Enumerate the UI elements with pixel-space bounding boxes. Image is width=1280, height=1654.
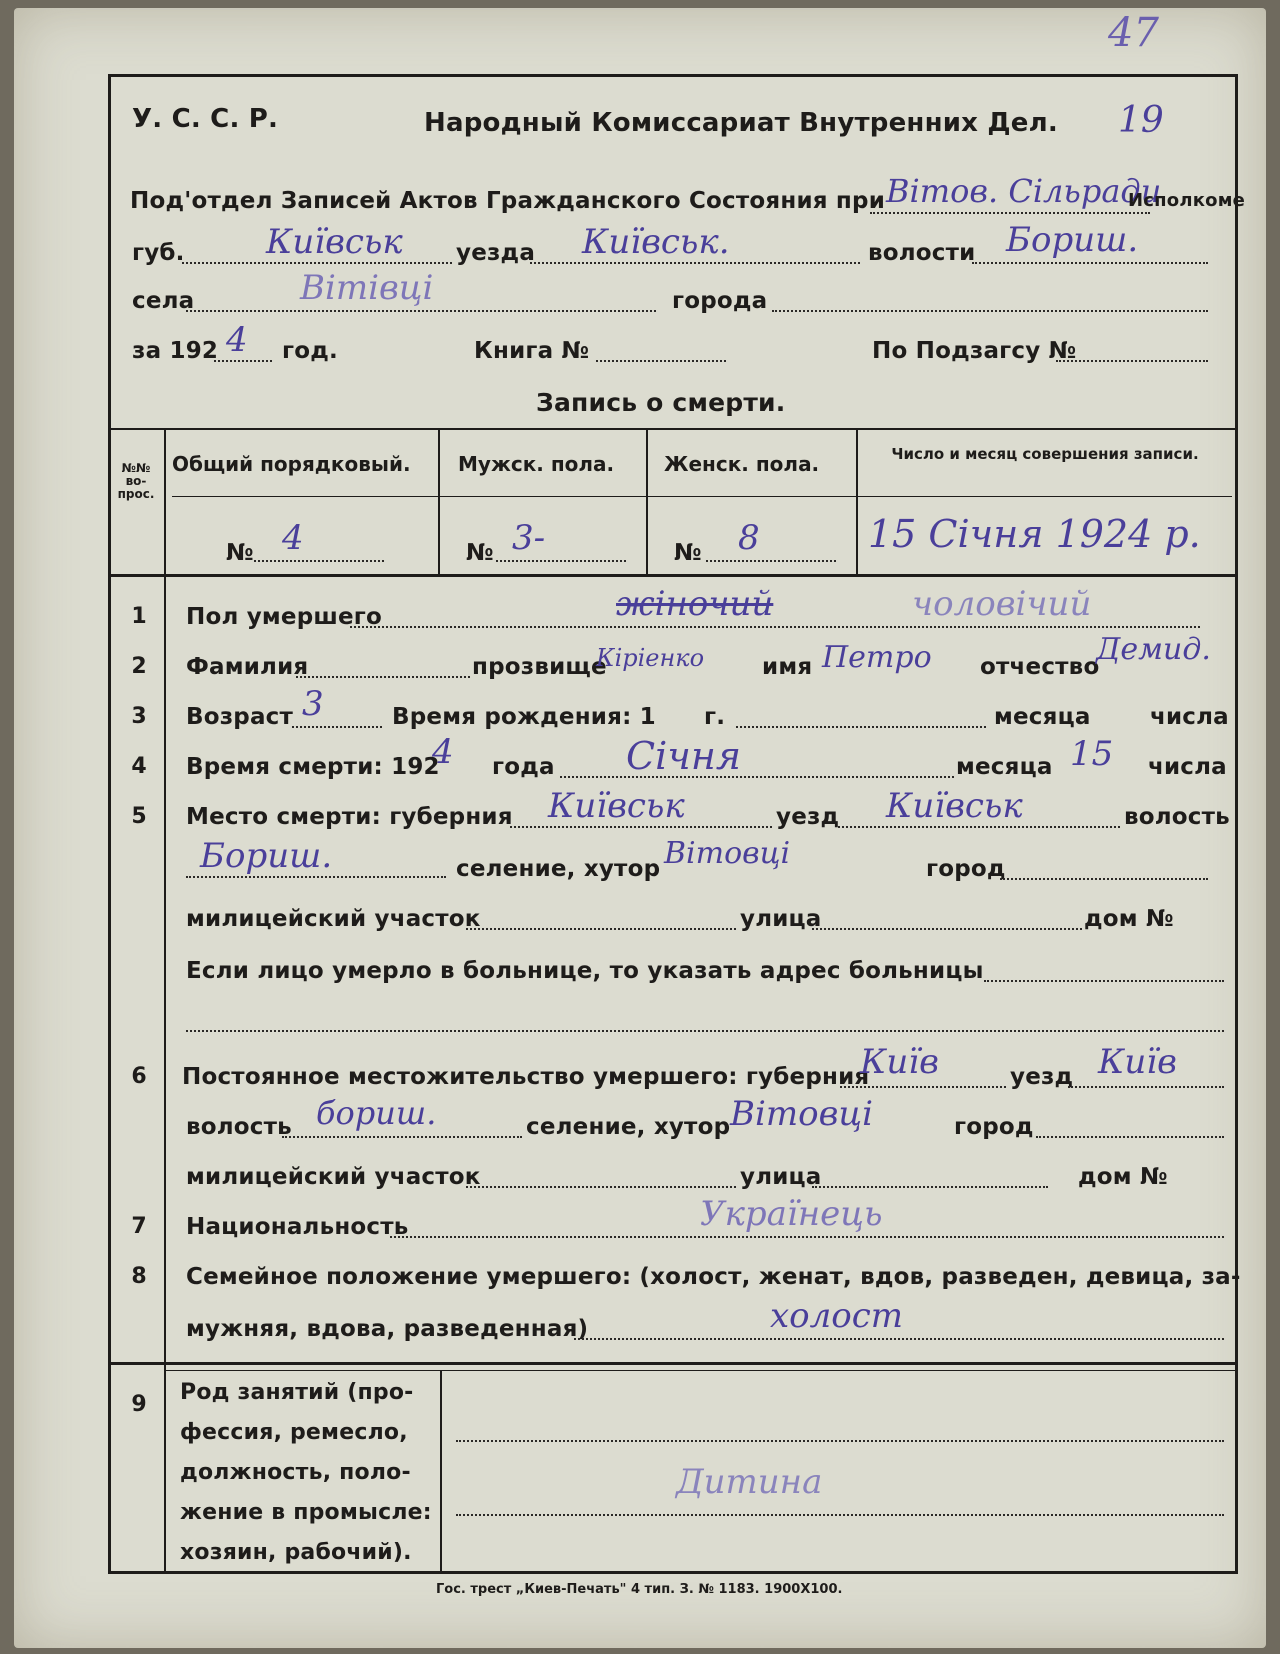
death-place-volost-label: волость xyxy=(1124,804,1230,830)
death-place-label: Место смерти: губерния xyxy=(186,804,513,830)
male-no-sign: № xyxy=(466,540,494,566)
birth-year-suffix: г. xyxy=(704,704,726,730)
volost-label: волости xyxy=(868,240,976,266)
death-year-suffix: года xyxy=(492,754,555,780)
col-question-number: №№ во- прос. xyxy=(117,461,155,501)
gub-label: губ. xyxy=(132,240,185,266)
death-place-volost-handwritten: Бориш. xyxy=(200,836,333,876)
death-time-label: Время смерти: 192 xyxy=(186,754,440,780)
gorod-label: города xyxy=(672,288,768,314)
occupation-label-4: жение в промысле: xyxy=(180,1500,432,1525)
year-label: за 192 xyxy=(132,338,219,364)
house-label: дом № xyxy=(1084,906,1174,932)
death-day-label: числа xyxy=(1148,754,1227,780)
col-record-date: Число и месяц совершения записи. xyxy=(891,445,1199,463)
family-status-label-2: мужняя, вдова, разведенная) xyxy=(186,1316,589,1342)
podzags-label: По Подзагсу № xyxy=(872,338,1077,364)
record-date-handwritten: 15 Січня 1924 р. xyxy=(868,512,1201,556)
family-status-handwritten: холост xyxy=(770,1296,904,1336)
death-place-selo-label: селение, хутор xyxy=(456,856,661,882)
birth-label: Время рождения: 1 xyxy=(392,704,656,730)
residence-street-label: улица xyxy=(740,1164,822,1190)
row-number-2: 2 xyxy=(131,654,147,679)
residence-gorod-label: город xyxy=(954,1114,1034,1140)
hospital-label: Если лицо умерло в больнице, то указать адрес больницы xyxy=(186,958,984,984)
subdept-label: Под'отдел Записей Актов Гражданского Состояния при xyxy=(130,188,886,214)
occupation-label-5: хозяин, рабочий). xyxy=(180,1540,412,1565)
residence-volost-handwritten: бориш. xyxy=(316,1094,437,1132)
row-number-9: 9 xyxy=(131,1392,147,1417)
death-month-handwritten: Січня xyxy=(626,734,742,778)
patronymic-handwritten: Демид. xyxy=(1096,632,1211,667)
subdept-tail: Исполкоме xyxy=(1128,190,1246,211)
year-handwritten: 4 xyxy=(226,320,248,360)
year-tail: год. xyxy=(282,338,338,364)
residence-house-label: дом № xyxy=(1078,1164,1168,1190)
row-number-1: 1 xyxy=(131,604,147,629)
row-number-8: 8 xyxy=(131,1264,147,1289)
sex-handwritten: чоловічий xyxy=(912,584,1092,624)
female-count-handwritten: 8 xyxy=(738,518,760,558)
selo-label: села xyxy=(132,288,195,314)
death-place-gub-handwritten: Київськ xyxy=(548,786,685,826)
residence-gub-handwritten: Київ xyxy=(860,1042,939,1082)
occupation-label-2: фессия, ремесло, xyxy=(180,1420,408,1445)
archive-page-number: 47 xyxy=(1108,10,1159,56)
occupation-label-3: должность, поло- xyxy=(180,1460,411,1485)
residence-militia-label: милицейский участок xyxy=(186,1164,481,1190)
death-month-label: месяца xyxy=(956,754,1053,780)
female-no-sign: № xyxy=(674,540,702,566)
residence-volost-label: волость xyxy=(186,1114,292,1140)
row-number-6: 6 xyxy=(131,1064,147,1089)
birth-month-label: месяца xyxy=(994,704,1091,730)
commissariat-title: Народный Комиссариат Внутренних Дел. xyxy=(424,108,1058,138)
sex-label: Пол умершего xyxy=(186,604,383,630)
surname-handwritten: Кіріенко xyxy=(596,644,705,672)
residence-label: Постоянное местожительство умершего: губерния xyxy=(182,1064,870,1090)
birth-day-label: числа xyxy=(1150,704,1229,730)
col-male: Мужск. пола. xyxy=(458,452,615,476)
family-status-label-1: Семейное положение умершего: (холост, женат, вдов, разведен, девица, за- xyxy=(186,1264,1241,1290)
col-female: Женск. пола. xyxy=(664,452,820,476)
nickname-label: прозвище xyxy=(472,654,607,680)
patronymic-label: отчество xyxy=(980,654,1100,680)
col-general-number: Общий порядковый. xyxy=(172,452,411,476)
occupation-handwritten: Дитина xyxy=(676,1462,823,1502)
uezd-label: уезда xyxy=(456,240,536,266)
form-title: Запись о смерти. xyxy=(536,388,786,417)
printer-imprint: Гос. трест „Киев-Печать" 4 тип. З. № 1183. 1900Х100. xyxy=(436,1582,843,1597)
row-number-5: 5 xyxy=(131,804,147,829)
general-number-handwritten: 4 xyxy=(282,518,304,558)
death-place-gorod-label: город xyxy=(926,856,1006,882)
male-count-handwritten: 3- xyxy=(512,518,546,558)
selo-handwritten: Вітівці xyxy=(300,268,434,308)
surname-label: Фамилия xyxy=(186,654,309,680)
residence-selo-handwritten: Вітовці xyxy=(730,1094,873,1134)
nationality-label: Национальность xyxy=(186,1214,409,1240)
book-label: Книга № xyxy=(474,338,590,364)
name-handwritten: Петро xyxy=(822,640,932,675)
death-place-uezd-handwritten: Київськ xyxy=(886,786,1023,826)
row-number-3: 3 xyxy=(131,704,147,729)
residence-uezd-label: уезд xyxy=(1010,1064,1074,1090)
subdept-handwritten: Вітов. Сільради xyxy=(886,172,1162,210)
name-label: имя xyxy=(762,654,813,680)
street-label: улица xyxy=(740,906,822,932)
row-number-7: 7 xyxy=(131,1214,147,1239)
nationality-handwritten: Українець xyxy=(700,1194,883,1234)
militia-label: милицейский участок xyxy=(186,906,481,932)
age-label: Возраст xyxy=(186,704,294,730)
ussr-label: У. С. С. Р. xyxy=(132,104,279,134)
death-place-uezd-label: уезд xyxy=(776,804,840,830)
volost-handwritten: Бориш. xyxy=(1006,220,1139,260)
gub-handwritten: Київськ xyxy=(266,222,403,262)
uezd-handwritten: Київськ. xyxy=(582,222,730,262)
death-place-selo-handwritten: Вітовці xyxy=(664,836,791,871)
residence-selo-label: селение, хутор xyxy=(526,1114,731,1140)
death-day-handwritten: 15 xyxy=(1070,734,1114,774)
age-handwritten: 3 xyxy=(302,684,324,724)
death-year-handwritten: 4 xyxy=(432,732,454,772)
row-number-4: 4 xyxy=(131,754,147,779)
general-no-sign: № xyxy=(226,540,254,566)
residence-uezd-handwritten: Київ xyxy=(1098,1042,1177,1082)
occupation-label-1: Род занятий (про- xyxy=(180,1380,414,1405)
commissariat-number: 19 xyxy=(1118,100,1164,141)
sex-handwritten-struck: жіночий xyxy=(616,584,774,624)
